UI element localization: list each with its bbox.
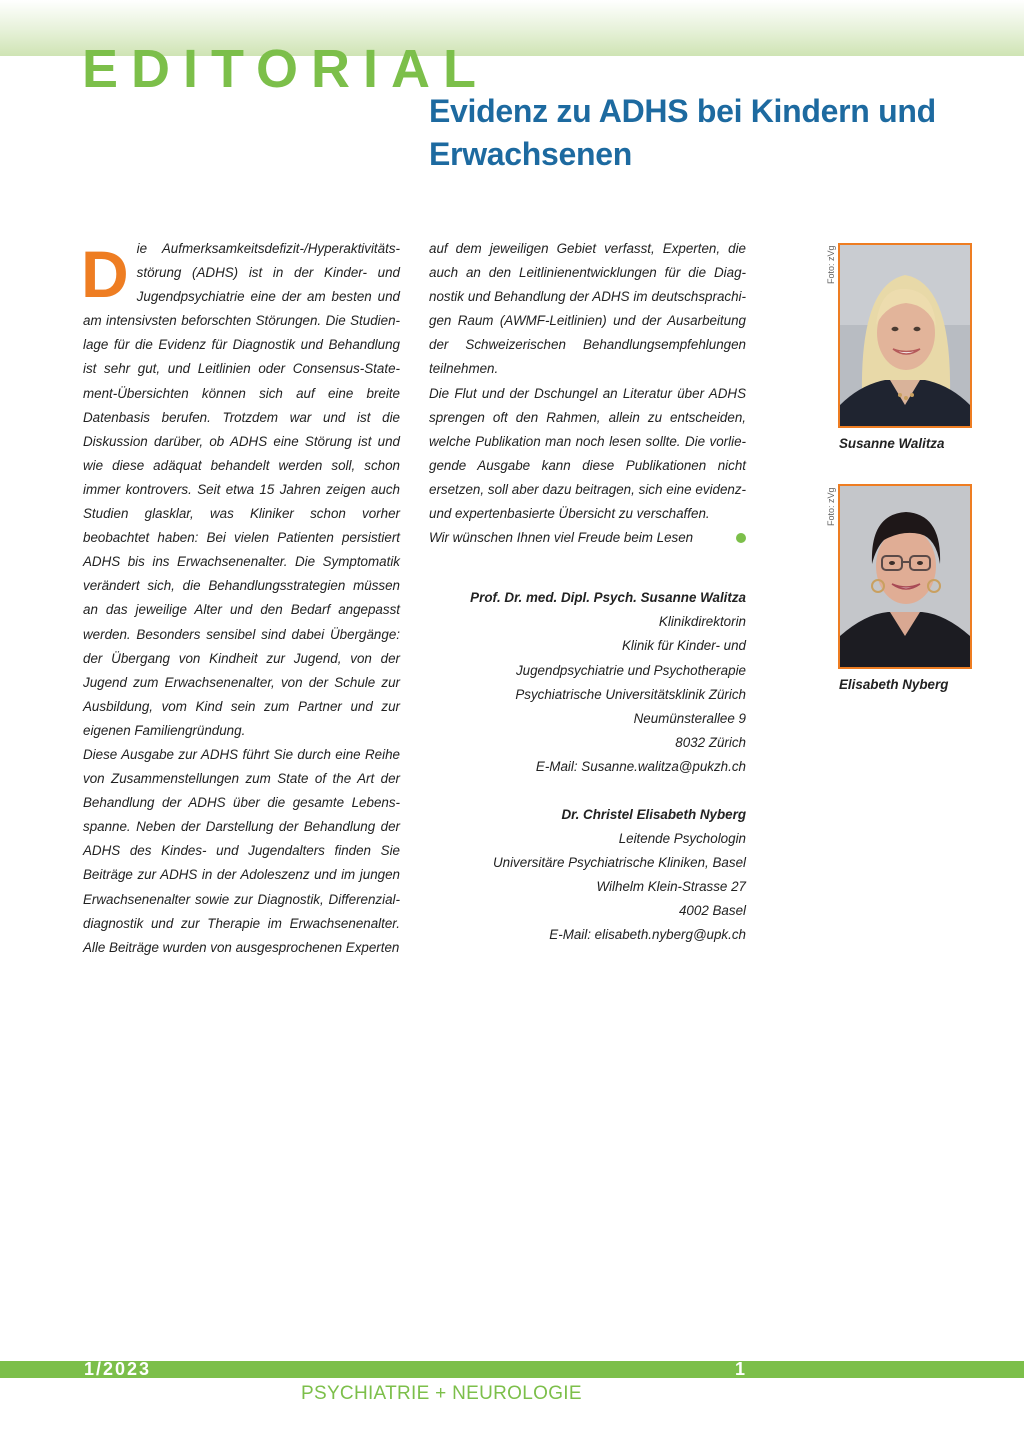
closing-line xyxy=(429,526,746,550)
portrait-walitza xyxy=(838,243,972,428)
signature-email: E-Mail: elisabeth.nyberg@upk.ch xyxy=(549,927,746,943)
left-column xyxy=(83,237,400,960)
end-mark-dot xyxy=(736,533,746,543)
portrait-nyberg xyxy=(838,484,972,669)
section-label: EDITORIAL xyxy=(82,39,490,99)
signature-line: Klinikdirektorin xyxy=(658,614,746,630)
signature-name: Prof. Dr. med. Dipl. Psych. Susanne Walitza xyxy=(470,590,746,606)
photo-caption: Susanne Walitza xyxy=(839,436,945,451)
paragraph: Die Flut und der Dschungel an Literatur über ADHS sprengen oft den Rahmen, allein zu entscheiden, welche Publikation man noch lesen sollte. Die vorliegende Ausgabe kann diese Publikationen nicht ersetzen, soll aber dazu beitragen, sich eine evidenz- und expertenbasierte Übersicht zu verschaffen. xyxy=(429,385,746,522)
signature-line: Wilhelm Klein-Strasse 27 xyxy=(596,879,746,895)
signature-line: Psychiatrische Universitätsklinik Zürich xyxy=(515,686,746,702)
middle-column xyxy=(429,237,746,948)
paragraph: Diese Ausgabe zur ADHS führt Sie durch eine Reihe von Zusammenstellungen zum State of the Art der Behandlung der ADHS über die gesamte Lebensspanne. Neben der Darstellung der Behandlung der ADHS des Kindes- und Jugendalters finden Sie Beiträge zur ADHS in der Adoleszenz und im jungen Erwachsenenalter sowie zur Diagnostik, Differenzialdiagnostik und zur Therapie im Erwachsenenalter. Alle Beiträge wurden von ausgesprochenen Experten xyxy=(83,746,400,955)
footer-band xyxy=(0,1361,1024,1378)
signature-walitza xyxy=(429,586,746,779)
dropcap: D xyxy=(81,237,129,311)
paragraph-text: ie Aufmerksamkeitsdefizit-/Hyperaktivitätsstörung (ADHS) ist in der Kinder- und Jugendpsychiatrie eine der am besten und am intensivsten beforschten Störungen. Die Studienlage für die Evidenz für Diagnostik und Behandlung ist sehr gut, und Leitlinien oder Consensus-Statement-Übersichten können sich auf eine breite Datenbasis berufen. Trotzdem war und ist die Diskussion darüber, ob ADHS eine Störung ist und wie diese adäquat behandelt werden soll, schon immer kontrovers. Seit etwa 15 Jahren zeigen auch Studien glasklar, was Kliniker schon vorher beobachtet haben: Bei vielen Patienten persistiert ADHS bis ins Erwachsenenalter. Die Symptomatik verändert sich, die Behandlungsstrategien müssen an das jeweilige Alter und den Bedarf angepasst werden. Besonders sensibel sind dabei Übergänge: der Übergang von Kindheit zur Jugend, von der Jugend zum Erwachsenenalter, von der Schule zur Ausbildung, vom Kind sein zum Partner und zur eigenen Familiengründung. xyxy=(83,241,400,738)
closing-text: Wir wünschen Ihnen viel Freude beim Lesen xyxy=(429,530,694,546)
signature-line: 8032 Zürich xyxy=(675,734,746,750)
article-title: Evidenz zu ADHS bei Kindern und Erwachsenen xyxy=(429,93,936,172)
signature-name: Dr. Christel Elisabeth Nyberg xyxy=(561,806,746,822)
signature-line: Neumünsterallee 9 xyxy=(633,710,746,726)
photo-caption: Elisabeth Nyberg xyxy=(839,677,949,692)
signature-line: Klinik für Kinder- und xyxy=(621,638,746,654)
signature-line: Jugendpsychiatrie und Psychotherapie xyxy=(515,662,746,678)
portrait-nyberg-illustration xyxy=(840,486,970,667)
journal-name: PSYCHIATRIE + NEUROLOGIE xyxy=(301,1383,582,1404)
paragraph: auf dem jeweiligen Gebiet verfasst, Experten, die auch an den Leitlinienentwicklungen für die Diagnostik und Behandlung der ADHS im deutschsprachigen Raum (AWMF-Leitlinien) und der Ausarbeitung der Schweizerischen Behandlungsempfehlungen teilnehmen. xyxy=(429,241,746,377)
issue-number: 1/2023 xyxy=(84,1359,152,1379)
photo-credit: Foto: zVg xyxy=(826,245,836,284)
photo-credit: Foto: zVg xyxy=(826,487,836,526)
portrait-walitza-illustration xyxy=(840,245,970,426)
paragraph xyxy=(83,237,400,743)
signature-email: E-Mail: Susanne.walitza@pukzh.ch xyxy=(535,758,746,774)
signature-line: Universitäre Psychiatrische Kliniken, Basel xyxy=(492,855,746,871)
signature-line: Leitende Psychologin xyxy=(618,831,746,847)
page-number: 1 xyxy=(735,1359,746,1379)
signature-nyberg xyxy=(429,803,746,948)
signature-line: 4002 Basel xyxy=(678,903,746,919)
